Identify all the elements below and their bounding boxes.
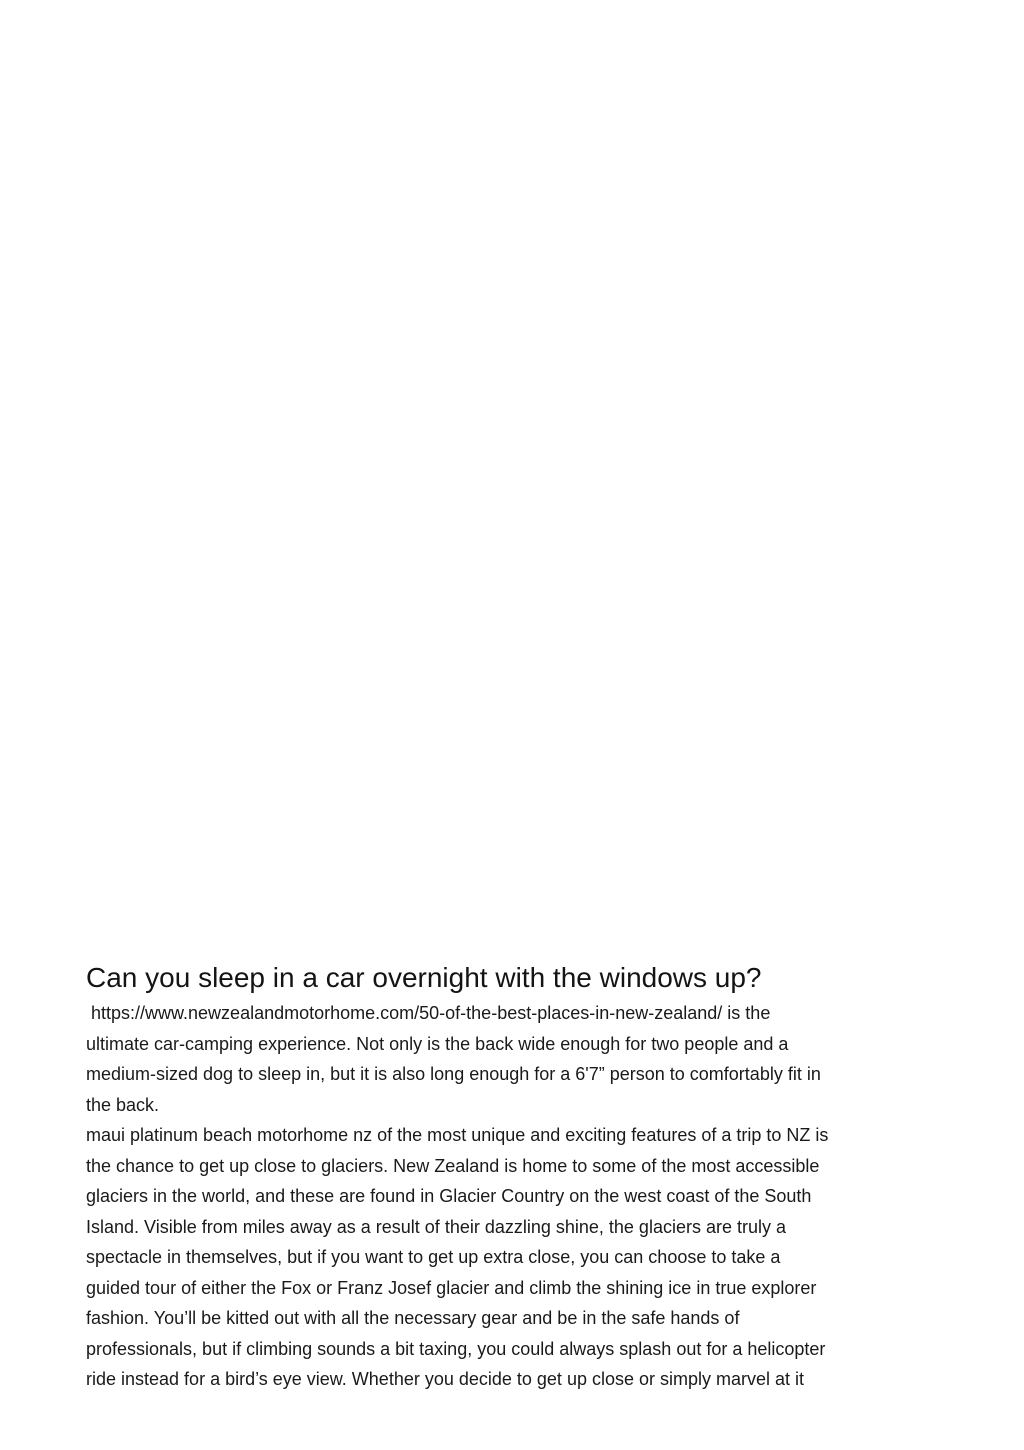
paragraph-line: medium-sized dog to sleep in, but it is also long enough for a 6'7” person to comfortably fit in bbox=[86, 1064, 821, 1084]
paragraph-line: ride instead for a bird’s eye view. Whether you decide to get up close or simply marvel at it bbox=[86, 1369, 805, 1389]
paragraph-line: the chance to get up close to glaciers. New Zealand is home to some of the most accessible bbox=[86, 1155, 820, 1176]
paragraph-line: professionals, but if climbing sounds a bit taxing, you could always splash out for a helicopter bbox=[86, 1338, 826, 1359]
paragraph-line: spectacle in themselves, but if you want to get up extra close, you can choose to take a bbox=[86, 1247, 781, 1267]
paragraph-1 bbox=[86, 998, 946, 1120]
paragraph-line: https://www.newzealandmotorhome.com/50-of-the-best-places-in-new-zealand/ is the bbox=[86, 1003, 771, 1023]
paragraph-2 bbox=[86, 1120, 946, 1395]
paragraph-line: guided tour of either the Fox or Franz Josef glacier and climb the shining ice in true explorer bbox=[86, 1277, 817, 1298]
paragraph-line: maui platinum beach motorhome nz of the most unique and exciting features of a trip to NZ is bbox=[86, 1125, 829, 1145]
paragraph-line: Island. Visible from miles away as a result of their dazzling shine, the glaciers are truly a bbox=[86, 1216, 786, 1237]
paragraph-line: glaciers in the world, and these are found in Glacier Country on the west coast of the South bbox=[86, 1186, 812, 1206]
paragraph-line: ultimate car-camping experience. Not only is the back wide enough for two people and a bbox=[86, 1033, 789, 1054]
paragraph-line: fashion. You’ll be kitted out with all the necessary gear and be in the safe hands of bbox=[86, 1308, 740, 1328]
document-content bbox=[86, 958, 946, 1395]
paragraph-line: the back. bbox=[86, 1094, 160, 1115]
section-heading: Can you sleep in a car overnight with the windows up? bbox=[86, 962, 762, 993]
